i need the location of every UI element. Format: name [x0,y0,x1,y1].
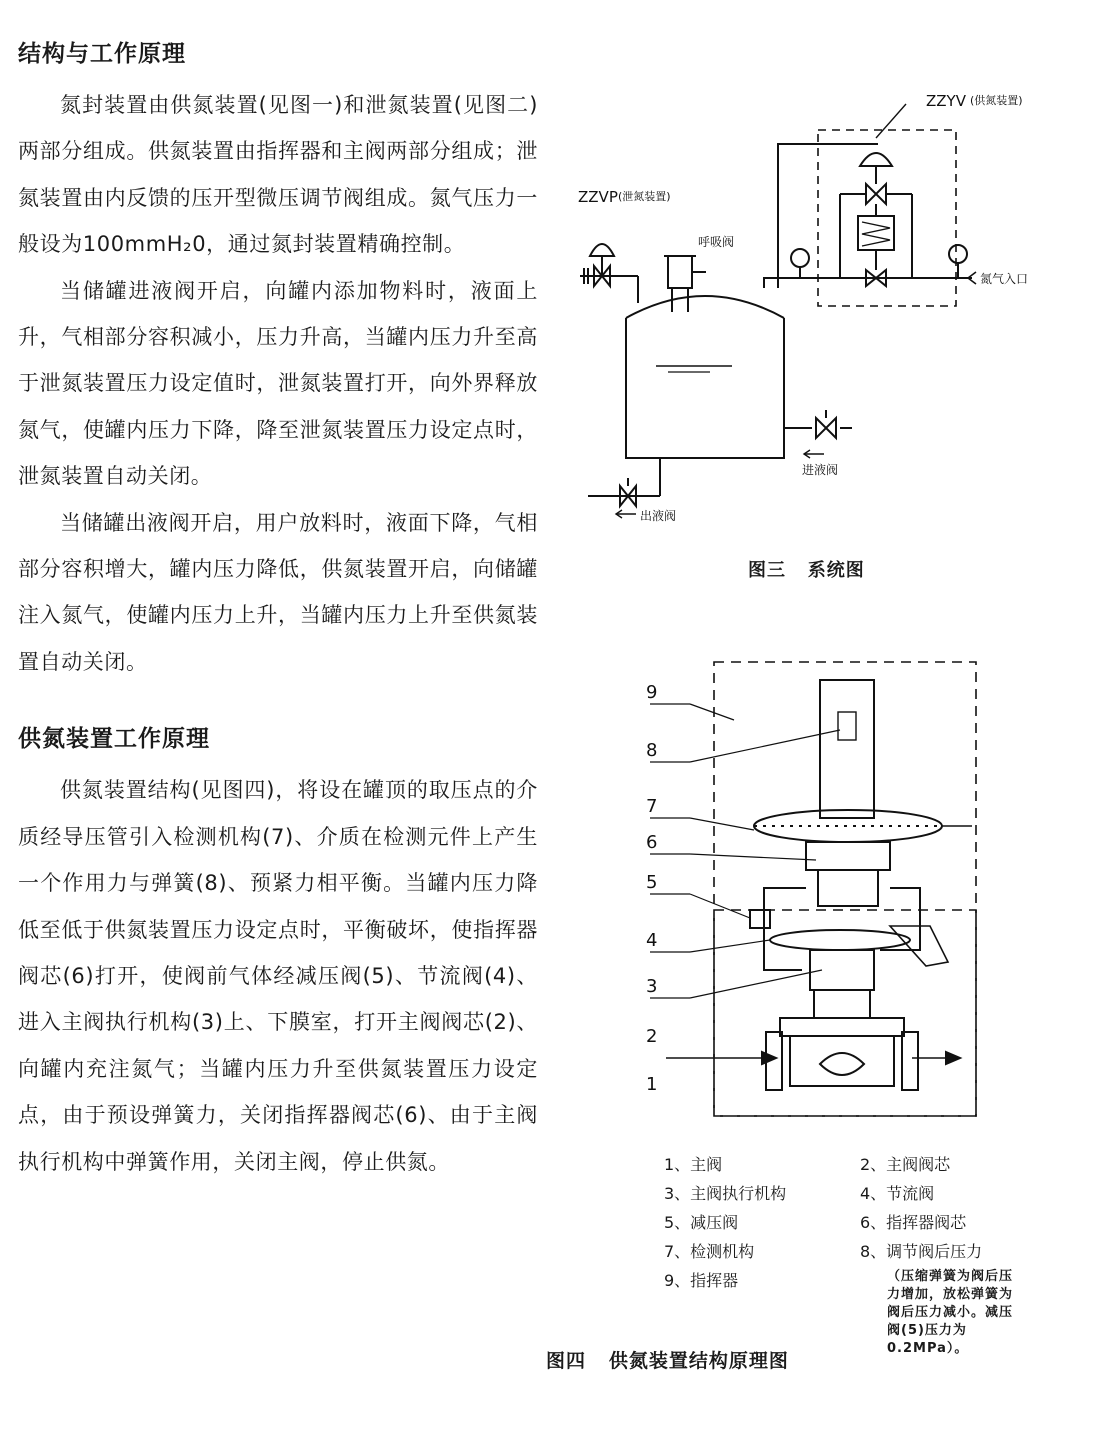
supply-line [764,278,950,288]
paragraph: 氮封装置由供氮装置(见图一)和泄氮装置(见图二)两部分组成。供氮装置由指挥器和主阀两部分组成；泄氮装置由内反馈的压开型微压调节阀组成。氮气压力一般设为100mmH₂0，通过氮封装置精确控制。 [18,93,538,257]
section-title: 供氮装置工作原理 [18,726,210,753]
paragraph: 当储罐进液阀开启，向罐内添加物料时，液面上升，气相部分容积减小，压力升高，当罐内压力升至高于泄氮装置压力设定值时，泄氮装置打开，向外界释放氮气，使罐内压力下降，降至泄氮装置压力设定点时，泄氮装置自动关闭。 [18,278,538,489]
label-inlet-valve: 进液阀 [802,463,839,477]
callout-9: 9 [646,682,658,703]
structure-diagram [630,650,990,1130]
paragraph: 当储罐出液阀开启，用户放料时，液面下降，气相部分容积增大，罐内压力降低，供氮装置开启，向储罐注入氮气，使罐内压力上升，当罐内压力上升至供氮装置自动关闭。 [18,510,538,674]
section-supply-principle [18,721,538,1185]
legend-item: 7、检测机构 [664,1242,755,1261]
callout-7: 7 [646,796,658,817]
legend-note: （压缩弹簧为阀后压力增加，放松弹簧为阀后压力减小。减压阀(5)压力为0.2MPa）。 [887,1269,1014,1356]
callout-1: 1 [646,1074,658,1095]
legend-item: 1、主阀 [664,1155,723,1174]
callout-3: 3 [646,976,658,997]
tank-roof [626,296,784,318]
label-zzvp-sub: (泄氮装置) [618,190,671,203]
callout-2: 2 [646,1026,658,1047]
zzvp-diaphragm [590,244,614,256]
legend-item: 5、减压阀 [664,1213,739,1232]
section-title: 结构与工作原理 [18,41,186,67]
text-column [18,36,538,1197]
label-n2-inlet: 氮气入口 [980,272,1029,286]
label-outlet-valve: 出液阀 [640,509,677,523]
legend-item: 2、主阀阀芯 [860,1155,951,1174]
callout-8: 8 [646,740,658,761]
legend-item: 3、主阀执行机构 [664,1184,787,1203]
callout-5: 5 [646,872,658,893]
label-zzyv-sub: (供氮装置) [970,94,1023,107]
callout-6: 6 [646,832,658,853]
system-diagram [560,88,1080,528]
label-zzyv: ZZYV [926,92,966,110]
figure4-caption: 图四 供氮装置结构原理图 [546,1350,789,1372]
callout-4: 4 [646,930,658,951]
figure3-caption: 图三 系统图 [748,560,865,581]
legend-item: 6、指挥器阀芯 [860,1213,967,1232]
legend-item: 4、节流阀 [860,1184,935,1203]
label-breather: 呼吸阀 [698,235,735,249]
section-structure [18,36,538,685]
tank-body [626,318,784,458]
legend-item: 8、调节阀后压力 [860,1242,983,1261]
label-zzvp: ZZVP [578,188,618,206]
legend-item: 9、指挥器 [664,1271,739,1290]
paragraph: 供氮装置结构(见图四)，将设在罐顶的取压点的介质经导压管引入检测机构(7)、介质在检测元件上产生一个作用力与弹簧(8)、预紧力相平衡。当罐内压力降低至低于供氮装置压力设定点时，平衡破坏，使指挥器阀芯(6)打开，使阀前气体经减压阀(5)、节流阀(4)、进入主阀执行机构(3)上、下膜室，打开主阀阀芯(2)、向罐内充注氮气；当罐内压力升至供氮装置压力设定点，由于预设弹簧力，关闭指挥器阀芯(6)、由于主阀执行机构中弹簧作用，关闭主阀，停止供氮。 [18,778,538,1174]
